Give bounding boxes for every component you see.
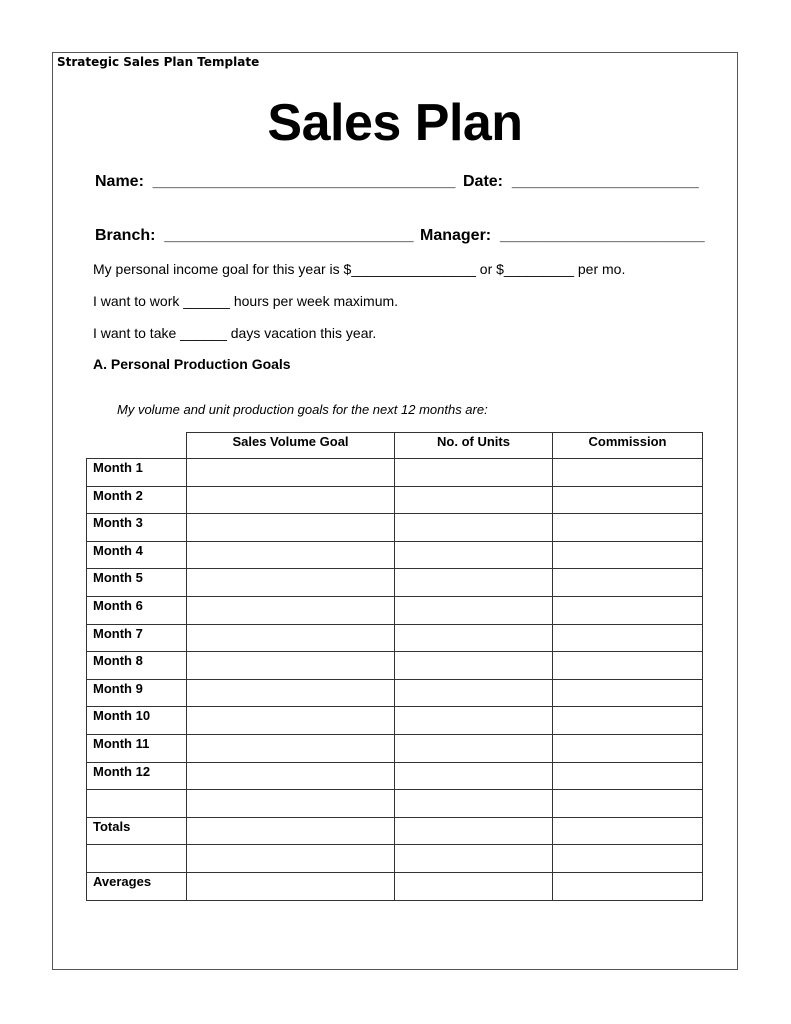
- commission-cell: [553, 569, 703, 597]
- table-row: [87, 541, 703, 569]
- commission-cell: [553, 734, 703, 762]
- table-row: [87, 872, 703, 900]
- row-label: Month 10: [87, 707, 187, 735]
- units-cell: [395, 541, 553, 569]
- sales-volume-cell: [187, 845, 395, 873]
- row-label: Month 5: [87, 569, 187, 597]
- commission-cell: [553, 541, 703, 569]
- commission-cell: [553, 514, 703, 542]
- row-label: [87, 790, 187, 818]
- branch-field: Branch: ____________________________: [95, 227, 414, 244]
- row-label: Month 11: [87, 734, 187, 762]
- units-cell: [395, 596, 553, 624]
- sales-volume-cell: [187, 459, 395, 487]
- section-a-heading: A. Personal Production Goals: [93, 356, 291, 372]
- row-label: Month 2: [87, 486, 187, 514]
- commission-cell: [553, 596, 703, 624]
- row-label: Month 1: [87, 459, 187, 487]
- sales-volume-cell: [187, 872, 395, 900]
- row-label: Month 3: [87, 514, 187, 542]
- column-header-sales-volume: Sales Volume Goal: [187, 433, 395, 459]
- sales-volume-cell: [187, 541, 395, 569]
- commission-cell: [553, 707, 703, 735]
- commission-cell: [553, 872, 703, 900]
- sales-volume-cell: [187, 486, 395, 514]
- commission-cell: [553, 459, 703, 487]
- production-goals-table: [86, 432, 703, 901]
- table-row: [87, 790, 703, 818]
- section-a-intro: My volume and unit production goals for the next 12 months are:: [117, 402, 488, 417]
- table-row: [87, 624, 703, 652]
- sales-volume-cell: [187, 734, 395, 762]
- row-label: Averages: [87, 872, 187, 900]
- income-goal-line: My personal income goal for this year is $________________ or $_________ per mo.: [93, 261, 626, 277]
- row-label: Totals: [87, 817, 187, 845]
- table-row: [87, 707, 703, 735]
- table-row: [87, 514, 703, 542]
- commission-cell: [553, 679, 703, 707]
- sales-volume-cell: [187, 817, 395, 845]
- units-cell: [395, 845, 553, 873]
- commission-cell: [553, 845, 703, 873]
- commission-cell: [553, 817, 703, 845]
- table-header-corner: [87, 433, 187, 459]
- table-header-row: [87, 433, 703, 459]
- table-row: [87, 762, 703, 790]
- units-cell: [395, 486, 553, 514]
- units-cell: [395, 514, 553, 542]
- commission-cell: [553, 486, 703, 514]
- sales-volume-cell: [187, 569, 395, 597]
- row-label: Month 7: [87, 624, 187, 652]
- name-field: Name: __________________________________: [95, 173, 456, 190]
- sales-volume-cell: [187, 707, 395, 735]
- commission-cell: [553, 762, 703, 790]
- row-label: Month 12: [87, 762, 187, 790]
- units-cell: [395, 707, 553, 735]
- table-row: [87, 734, 703, 762]
- column-header-units: No. of Units: [395, 433, 553, 459]
- table-row: [87, 679, 703, 707]
- manager-field: Manager: _______________________: [420, 227, 705, 244]
- sales-volume-cell: [187, 596, 395, 624]
- work-hours-line: I want to work ______ hours per week maximum.: [93, 293, 399, 309]
- date-field: Date: _____________________: [463, 173, 699, 190]
- table-row: [87, 845, 703, 873]
- row-label: Month 9: [87, 679, 187, 707]
- units-cell: [395, 624, 553, 652]
- document-label: Strategic Sales Plan Template: [57, 55, 260, 69]
- sales-volume-cell: [187, 679, 395, 707]
- units-cell: [395, 872, 553, 900]
- page-title: Sales Plan: [267, 94, 523, 152]
- row-label: Month 8: [87, 652, 187, 680]
- commission-cell: [553, 790, 703, 818]
- units-cell: [395, 459, 553, 487]
- units-cell: [395, 679, 553, 707]
- units-cell: [395, 790, 553, 818]
- table-row: [87, 569, 703, 597]
- sales-volume-cell: [187, 624, 395, 652]
- table-row: [87, 459, 703, 487]
- units-cell: [395, 652, 553, 680]
- table-row: [87, 486, 703, 514]
- units-cell: [395, 734, 553, 762]
- sales-volume-cell: [187, 790, 395, 818]
- row-label: [87, 845, 187, 873]
- table-row: [87, 817, 703, 845]
- table-row: [87, 596, 703, 624]
- units-cell: [395, 569, 553, 597]
- units-cell: [395, 762, 553, 790]
- sales-volume-cell: [187, 652, 395, 680]
- sales-volume-cell: [187, 514, 395, 542]
- column-header-commission: Commission: [553, 433, 703, 459]
- commission-cell: [553, 624, 703, 652]
- units-cell: [395, 817, 553, 845]
- row-label: Month 4: [87, 541, 187, 569]
- table-row: [87, 652, 703, 680]
- commission-cell: [553, 652, 703, 680]
- sales-volume-cell: [187, 762, 395, 790]
- vacation-line: I want to take ______ days vacation this year.: [93, 325, 377, 341]
- page-frame: [52, 52, 738, 970]
- row-label: Month 6: [87, 596, 187, 624]
